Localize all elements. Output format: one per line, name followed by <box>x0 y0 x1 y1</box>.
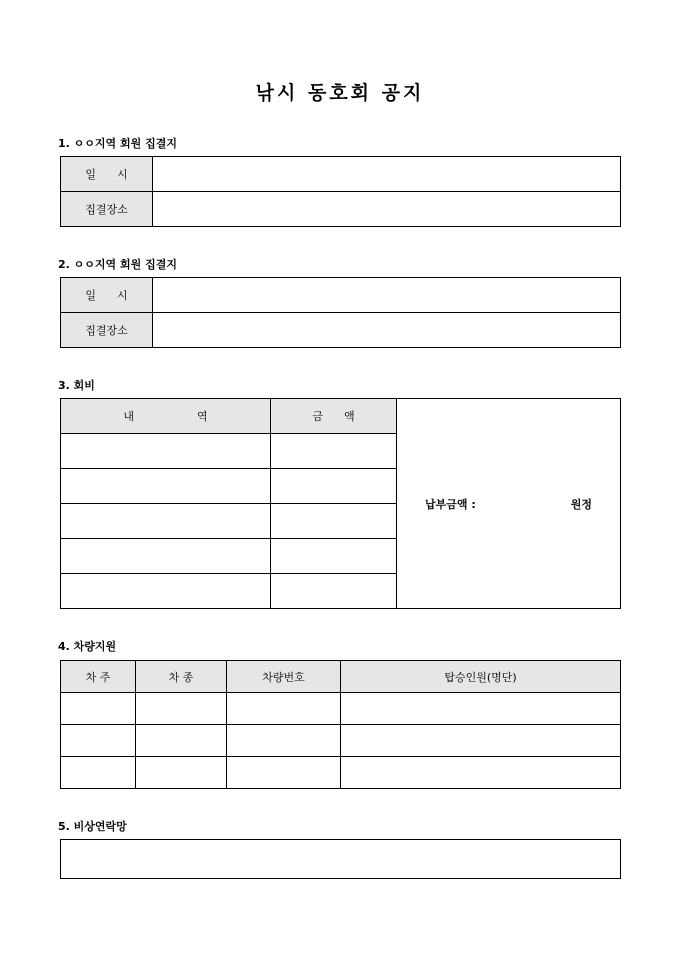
section-5-heading: 5. 비상연락망 <box>58 820 127 833</box>
vehicle-number-cell[interactable] <box>227 725 341 757</box>
vehicle-type-cell[interactable] <box>136 757 227 789</box>
fee-item-cell[interactable] <box>61 469 271 504</box>
vehicle-owner-cell[interactable] <box>61 725 136 757</box>
vehicle-owner-cell[interactable] <box>61 693 136 725</box>
fee-amount-header: 금 액 <box>271 399 397 434</box>
section-2-table <box>60 277 621 348</box>
fee-amount-cell[interactable] <box>271 574 397 609</box>
meeting-place-field[interactable] <box>153 313 621 348</box>
vehicle-type-cell[interactable] <box>136 725 227 757</box>
fee-item-cell[interactable] <box>61 504 271 539</box>
fee-item-cell[interactable] <box>61 574 271 609</box>
fee-amount-cell[interactable] <box>271 504 397 539</box>
vehicle-number-cell[interactable] <box>227 757 341 789</box>
vehicle-number-header: 차량번호 <box>227 661 341 693</box>
passengers-cell[interactable] <box>341 757 621 789</box>
fee-item-header: 내 역 <box>61 399 271 434</box>
emergency-contact-table <box>60 839 621 879</box>
payment-total-label: 납부금액 : <box>425 497 476 511</box>
emergency-contact-field[interactable] <box>61 840 621 879</box>
datetime-field[interactable] <box>153 157 621 192</box>
passengers-cell[interactable] <box>341 693 621 725</box>
datetime-label: 일 시 <box>61 278 153 313</box>
fee-table <box>60 398 621 609</box>
payment-total-cell <box>397 399 621 609</box>
datetime-field[interactable] <box>153 278 621 313</box>
section-2-heading: 2. ㅇㅇ지역 회원 집결지 <box>58 258 177 271</box>
fee-amount-cell[interactable] <box>271 434 397 469</box>
page-title: 낚시 동호회 공지 <box>255 82 425 104</box>
fee-amount-cell[interactable] <box>271 539 397 574</box>
vehicle-type-cell[interactable] <box>136 693 227 725</box>
fee-item-cell[interactable] <box>61 539 271 574</box>
passengers-cell[interactable] <box>341 725 621 757</box>
section-3-heading: 3. 회비 <box>58 379 95 392</box>
section-4-heading: 4. 차량지원 <box>58 640 117 653</box>
vehicle-owner-cell[interactable] <box>61 757 136 789</box>
section-1-table <box>60 156 621 227</box>
meeting-place-label: 집결장소 <box>61 313 153 348</box>
passengers-header: 탑승인원(명단) <box>341 661 621 693</box>
payment-total-unit: 원정 <box>570 497 592 511</box>
meeting-place-label: 집결장소 <box>61 192 153 227</box>
meeting-place-field[interactable] <box>153 192 621 227</box>
vehicle-type-header: 차 종 <box>136 661 227 693</box>
fee-amount-cell[interactable] <box>271 469 397 504</box>
section-1-heading: 1. ㅇㅇ지역 회원 집결지 <box>58 137 177 150</box>
vehicle-table <box>60 660 621 789</box>
datetime-label: 일 시 <box>61 157 153 192</box>
fee-item-cell[interactable] <box>61 434 271 469</box>
vehicle-number-cell[interactable] <box>227 693 341 725</box>
vehicle-owner-header: 차 주 <box>61 661 136 693</box>
